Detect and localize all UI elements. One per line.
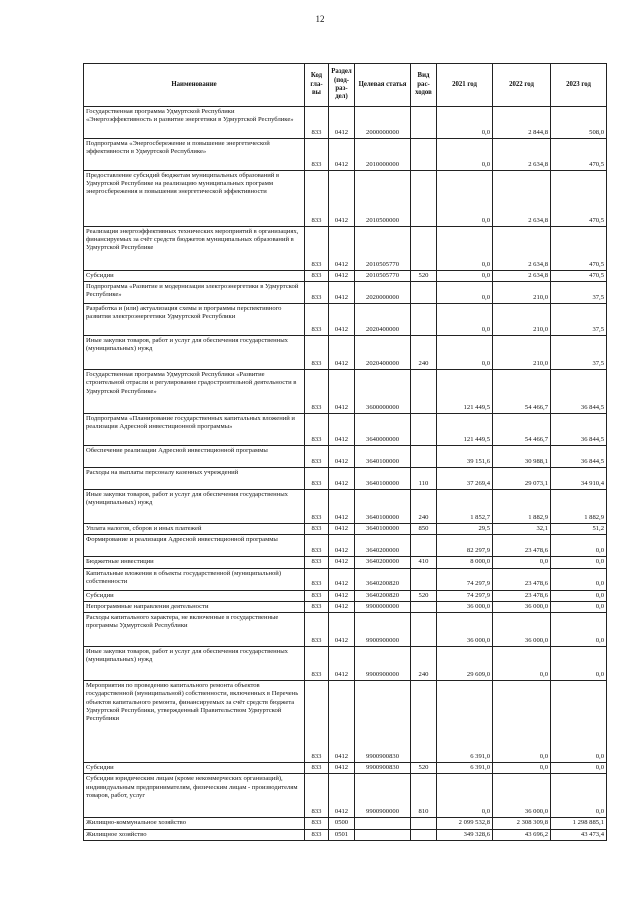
cell-vid: 520: [411, 271, 437, 282]
cell-2022: 43 696,2: [493, 829, 551, 840]
cell-name: Разработка и (или) актуализация схемы и программы перспективного развития электроэнергетики Удмуртской Республики: [84, 304, 305, 336]
cell-2022: 210,0: [493, 336, 551, 370]
cell-glava: 833: [305, 829, 329, 840]
cell-name: Подпрограмма «Энергосбережение и повышение энергетической эффективности в Удмуртской Республике»: [84, 139, 305, 171]
header-2023: 2023 год: [551, 64, 607, 107]
cell-statya: 9900900000: [355, 647, 411, 681]
cell-name: Капитальные вложения в объекты государственной (муниципальной) собственности: [84, 568, 305, 590]
cell-glava: 833: [305, 647, 329, 681]
cell-2022: 210,0: [493, 282, 551, 304]
cell-statya: 3600000000: [355, 370, 411, 414]
cell-2021: 37 269,4: [437, 468, 493, 490]
cell-2021: 0,0: [437, 107, 493, 139]
cell-name: Расходы на выплаты персоналу казенных учреждений: [84, 468, 305, 490]
cell-2021: 121 449,5: [437, 370, 493, 414]
cell-2021: 0,0: [437, 227, 493, 271]
cell-2021: 0,0: [437, 282, 493, 304]
cell-glava: 833: [305, 763, 329, 774]
cell-2021: 6 391,0: [437, 763, 493, 774]
cell-name: Государственная программа Удмуртской Республики «Развитие строительной отрасли и регулирование градостроительной деятельности в Удмуртской Республике»: [84, 370, 305, 414]
cell-2023: 36 844,5: [551, 370, 607, 414]
cell-vid: 110: [411, 468, 437, 490]
cell-vid: 850: [411, 524, 437, 535]
table-row: [84, 647, 607, 681]
cell-glava: 833: [305, 681, 329, 763]
cell-2023: 470,5: [551, 227, 607, 271]
cell-name: Субсидии: [84, 763, 305, 774]
cell-name: Обеспечение реализации Адресной инвестиционной программы: [84, 446, 305, 468]
cell-2021: 0,0: [437, 271, 493, 282]
cell-2022: 2 634,8: [493, 171, 551, 227]
table-row: [84, 171, 607, 227]
cell-glava: 833: [305, 535, 329, 557]
cell-statya: 3640200820: [355, 568, 411, 590]
cell-razdel: 0412: [329, 336, 355, 370]
cell-razdel: 0412: [329, 282, 355, 304]
cell-statya: 3640100000: [355, 524, 411, 535]
table-row: [84, 613, 607, 647]
cell-razdel: 0412: [329, 468, 355, 490]
cell-vid: [411, 304, 437, 336]
cell-2023: 0,0: [551, 535, 607, 557]
cell-2023: 37,5: [551, 304, 607, 336]
cell-razdel: 0412: [329, 171, 355, 227]
table-row: [84, 763, 607, 774]
cell-name: Жилищно-коммунальное хозяйство: [84, 818, 305, 829]
header-statya: Целевая статья: [355, 64, 411, 107]
cell-razdel: 0412: [329, 557, 355, 568]
cell-glava: 833: [305, 282, 329, 304]
cell-name: Предоставление субсидий бюджетам муниципальных образований в Удмуртской Республике на реализацию муниципальных программ энергосбережения и повышения энергетической эффективности: [84, 171, 305, 227]
cell-statya: 2020400000: [355, 336, 411, 370]
cell-2021: 121 449,5: [437, 414, 493, 446]
cell-statya: 3640200000: [355, 535, 411, 557]
cell-name: Иные закупки товаров, работ и услуг для обеспечения государственных (муниципальных) нужд: [84, 490, 305, 524]
cell-2022: 1 882,9: [493, 490, 551, 524]
cell-razdel: 0412: [329, 271, 355, 282]
cell-vid: 240: [411, 490, 437, 524]
cell-razdel: 0412: [329, 107, 355, 139]
cell-2021: 39 151,6: [437, 446, 493, 468]
cell-glava: 833: [305, 568, 329, 590]
cell-vid: [411, 681, 437, 763]
cell-2021: 0,0: [437, 139, 493, 171]
cell-vid: [411, 370, 437, 414]
cell-name: Субсидии: [84, 590, 305, 601]
cell-2022: 36 000,0: [493, 774, 551, 818]
cell-2022: 2 844,8: [493, 107, 551, 139]
cell-2021: 0,0: [437, 304, 493, 336]
cell-2022: 36 000,0: [493, 601, 551, 612]
table-row: [84, 446, 607, 468]
cell-2021: 29 609,0: [437, 647, 493, 681]
cell-2022: 30 988,1: [493, 446, 551, 468]
cell-vid: [411, 818, 437, 829]
header-vid: Вид рас-ходов: [411, 64, 437, 107]
cell-vid: [411, 535, 437, 557]
cell-2022: 2 634,8: [493, 227, 551, 271]
header-razdel: Раздел (под-раз-дел): [329, 64, 355, 107]
cell-vid: [411, 446, 437, 468]
cell-vid: 240: [411, 336, 437, 370]
cell-name: Формирование и реализация Адресной инвестиционной программы: [84, 535, 305, 557]
cell-glava: 833: [305, 446, 329, 468]
cell-statya: 3640200820: [355, 590, 411, 601]
cell-2023: 0,0: [551, 681, 607, 763]
table-row: [84, 818, 607, 829]
cell-name: Непрограммные направления деятельности: [84, 601, 305, 612]
cell-2022: 29 073,1: [493, 468, 551, 490]
cell-name: Реализация энергоэффективных технических мероприятий в организациях, финансируемых за счёт средств бюджетов муниципальных образований в Удмуртской Республике: [84, 227, 305, 271]
header-2022: 2022 год: [493, 64, 551, 107]
table-row: [84, 304, 607, 336]
cell-2021: 74 297,9: [437, 568, 493, 590]
cell-name: Мероприятия по проведению капитального ремонта объектов государственной (муниципальной) собственности, включенных в Перечень объектов капитального ремонта, финансируемых за счёт средств бюджета Удмуртской Республики, утвержденный Правительством Удмуртской Республики: [84, 681, 305, 763]
table-row: [84, 227, 607, 271]
cell-glava: 833: [305, 304, 329, 336]
cell-2021: 36 000,0: [437, 601, 493, 612]
cell-2022: 54 466,7: [493, 370, 551, 414]
cell-razdel: 0412: [329, 647, 355, 681]
cell-razdel: 0412: [329, 370, 355, 414]
cell-glava: 833: [305, 524, 329, 535]
table-row: [84, 271, 607, 282]
cell-statya: 9900900830: [355, 763, 411, 774]
table-row: [84, 139, 607, 171]
cell-glava: 833: [305, 468, 329, 490]
cell-2023: 36 844,5: [551, 446, 607, 468]
cell-2023: 0,0: [551, 647, 607, 681]
cell-2021: 349 328,6: [437, 829, 493, 840]
cell-2023: 34 910,4: [551, 468, 607, 490]
cell-vid: 520: [411, 590, 437, 601]
cell-2023: 51,2: [551, 524, 607, 535]
cell-razdel: 0412: [329, 681, 355, 763]
cell-2021: 82 297,9: [437, 535, 493, 557]
cell-glava: 833: [305, 171, 329, 227]
cell-2023: 0,0: [551, 590, 607, 601]
cell-name: Подпрограмма «Развитие и модернизация электроэнергетики в Удмуртской Республике»: [84, 282, 305, 304]
cell-2023: 0,0: [551, 763, 607, 774]
cell-name: Субсидии юридическим лицам (кроме некоммерческих организаций), индивидуальным предпринимателям, физическим лицам - производителям товаров, работ, услуг: [84, 774, 305, 818]
cell-razdel: 0412: [329, 535, 355, 557]
cell-razdel: 0412: [329, 613, 355, 647]
cell-2023: 37,5: [551, 282, 607, 304]
cell-statya: 3640100000: [355, 490, 411, 524]
cell-2022: 36 000,0: [493, 613, 551, 647]
cell-vid: 410: [411, 557, 437, 568]
cell-name: Иные закупки товаров, работ и услуг для обеспечения государственных (муниципальных) нужд: [84, 336, 305, 370]
cell-name: Жилищное хозяйство: [84, 829, 305, 840]
table-row: [84, 282, 607, 304]
cell-2023: 470,5: [551, 171, 607, 227]
cell-2023: 0,0: [551, 601, 607, 612]
cell-2022: 0,0: [493, 681, 551, 763]
cell-glava: 833: [305, 107, 329, 139]
cell-vid: [411, 414, 437, 446]
cell-razdel: 0412: [329, 601, 355, 612]
cell-2021: 0,0: [437, 774, 493, 818]
cell-name: Бюджетные инвестиции: [84, 557, 305, 568]
cell-razdel: 0412: [329, 590, 355, 601]
cell-statya: 2010000000: [355, 139, 411, 171]
cell-2023: 508,0: [551, 107, 607, 139]
cell-razdel: 0412: [329, 414, 355, 446]
cell-vid: [411, 139, 437, 171]
cell-razdel: 0500: [329, 818, 355, 829]
cell-2022: 54 466,7: [493, 414, 551, 446]
table-row: [84, 336, 607, 370]
cell-razdel: 0412: [329, 227, 355, 271]
header-2021: 2021 год: [437, 64, 493, 107]
cell-razdel: 0412: [329, 763, 355, 774]
cell-vid: [411, 171, 437, 227]
table-row: [84, 681, 607, 763]
cell-2023: 1 298 885,1: [551, 818, 607, 829]
cell-razdel: 0412: [329, 568, 355, 590]
cell-glava: 833: [305, 818, 329, 829]
cell-2023: 0,0: [551, 774, 607, 818]
cell-2022: 0,0: [493, 647, 551, 681]
cell-name: Иные закупки товаров, работ и услуг для обеспечения государственных (муниципальных) нужд: [84, 647, 305, 681]
table-row: [84, 601, 607, 612]
table-header-row: [84, 64, 607, 107]
cell-2021: 74 297,9: [437, 590, 493, 601]
table-row: [84, 590, 607, 601]
cell-vid: 810: [411, 774, 437, 818]
cell-name: Подпрограмма «Планирование государственных капитальных вложений и реализация Адресной инвестиционной программы»: [84, 414, 305, 446]
cell-razdel: 0501: [329, 829, 355, 840]
cell-2023: 1 882,9: [551, 490, 607, 524]
table-row: [84, 370, 607, 414]
cell-2022: 0,0: [493, 557, 551, 568]
cell-glava: 833: [305, 336, 329, 370]
cell-statya: 9900000000: [355, 601, 411, 612]
table-row: [84, 568, 607, 590]
cell-2021: 36 000,0: [437, 613, 493, 647]
cell-razdel: 0412: [329, 139, 355, 171]
cell-2022: 210,0: [493, 304, 551, 336]
cell-2022: 2 634,8: [493, 139, 551, 171]
cell-razdel: 0412: [329, 774, 355, 818]
cell-2022: 23 478,6: [493, 568, 551, 590]
cell-vid: 240: [411, 647, 437, 681]
cell-name: Расходы капитального характера, не включенные в государственные программы Удмуртской Республики: [84, 613, 305, 647]
cell-vid: [411, 601, 437, 612]
cell-razdel: 0412: [329, 524, 355, 535]
cell-statya: 3640100000: [355, 446, 411, 468]
table-row: [84, 535, 607, 557]
cell-statya: 3640200000: [355, 557, 411, 568]
cell-name: Субсидии: [84, 271, 305, 282]
cell-glava: 833: [305, 370, 329, 414]
cell-2023: 37,5: [551, 336, 607, 370]
cell-statya: 9900900000: [355, 774, 411, 818]
cell-name: Уплата налогов, сборов и иных платежей: [84, 524, 305, 535]
cell-2022: 23 478,6: [493, 590, 551, 601]
cell-razdel: 0412: [329, 304, 355, 336]
table-row: [84, 468, 607, 490]
header-glava: Код гла-вы: [305, 64, 329, 107]
cell-2021: 0,0: [437, 171, 493, 227]
cell-vid: [411, 568, 437, 590]
cell-name: Государственная программа Удмуртской Республики «Энергоэффективность и развитие энергетики в Удмуртской Республике»: [84, 107, 305, 139]
header-name: Наименование: [84, 64, 305, 107]
table-row: [84, 490, 607, 524]
cell-2021: 6 391,0: [437, 681, 493, 763]
cell-statya: 2010505770: [355, 227, 411, 271]
cell-2023: 470,5: [551, 139, 607, 171]
cell-statya: [355, 818, 411, 829]
table-row: [84, 524, 607, 535]
cell-statya: 9900900000: [355, 613, 411, 647]
cell-statya: 2010505770: [355, 271, 411, 282]
cell-2023: 36 844,5: [551, 414, 607, 446]
cell-razdel: 0412: [329, 490, 355, 524]
table-row: [84, 557, 607, 568]
cell-2021: 2 099 532,8: [437, 818, 493, 829]
table-row: [84, 414, 607, 446]
cell-2022: 23 478,6: [493, 535, 551, 557]
cell-vid: [411, 107, 437, 139]
cell-statya: 2020000000: [355, 282, 411, 304]
cell-vid: [411, 829, 437, 840]
cell-vid: [411, 282, 437, 304]
cell-razdel: 0412: [329, 446, 355, 468]
table-body: [84, 107, 607, 841]
cell-statya: 2020400000: [355, 304, 411, 336]
cell-2022: 2 308 309,8: [493, 818, 551, 829]
cell-glava: 833: [305, 414, 329, 446]
cell-statya: [355, 829, 411, 840]
cell-glava: 833: [305, 774, 329, 818]
table-row: [84, 829, 607, 840]
cell-2022: 32,1: [493, 524, 551, 535]
cell-vid: [411, 613, 437, 647]
cell-glava: 833: [305, 601, 329, 612]
cell-glava: 833: [305, 490, 329, 524]
cell-2023: 0,0: [551, 613, 607, 647]
cell-2021: 29,5: [437, 524, 493, 535]
cell-statya: 2010500000: [355, 171, 411, 227]
cell-2021: 1 852,7: [437, 490, 493, 524]
cell-glava: 833: [305, 557, 329, 568]
cell-glava: 833: [305, 590, 329, 601]
cell-statya: 9900900830: [355, 681, 411, 763]
cell-statya: 3640000000: [355, 414, 411, 446]
cell-glava: 833: [305, 227, 329, 271]
cell-vid: [411, 227, 437, 271]
page-number: 12: [315, 14, 325, 24]
cell-glava: 833: [305, 613, 329, 647]
cell-statya: 3640100000: [355, 468, 411, 490]
cell-statya: 2000000000: [355, 107, 411, 139]
cell-glava: 833: [305, 139, 329, 171]
cell-vid: 520: [411, 763, 437, 774]
cell-2022: 0,0: [493, 763, 551, 774]
cell-2021: 0,0: [437, 336, 493, 370]
cell-2021: 8 000,0: [437, 557, 493, 568]
cell-2023: 43 473,4: [551, 829, 607, 840]
cell-2023: 470,5: [551, 271, 607, 282]
cell-glava: 833: [305, 271, 329, 282]
cell-2022: 2 634,8: [493, 271, 551, 282]
budget-table: [83, 63, 607, 841]
table-row: [84, 774, 607, 818]
table-row: [84, 107, 607, 139]
cell-2023: 0,0: [551, 557, 607, 568]
cell-2023: 0,0: [551, 568, 607, 590]
